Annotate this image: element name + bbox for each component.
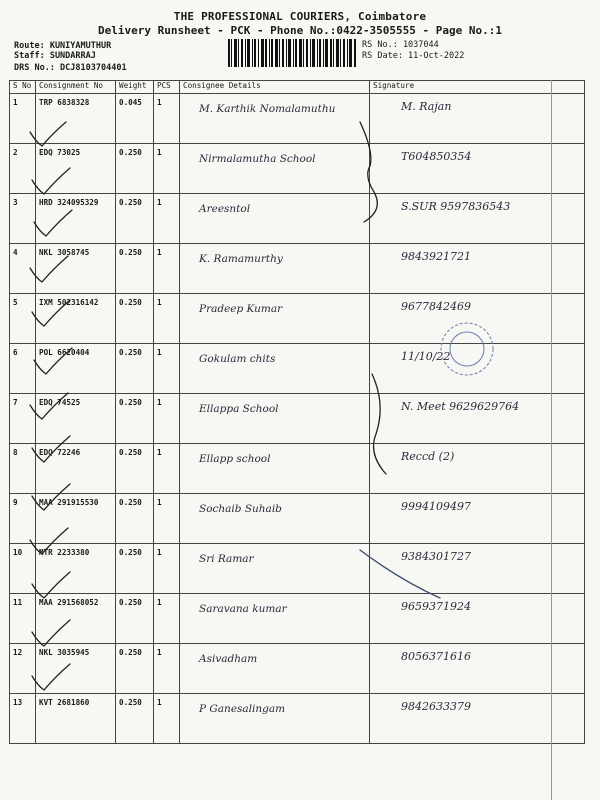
consignment-number: EDQ 72246 xyxy=(36,444,116,494)
consignment-number: IXM 502316142 xyxy=(36,294,116,344)
weight-value: 0.250 xyxy=(116,344,154,394)
sno-cell: 8 xyxy=(10,444,36,494)
sno-cell: 12 xyxy=(10,644,36,694)
table-row xyxy=(10,394,585,444)
sno-cell: 10 xyxy=(10,544,36,594)
consignee-name-cell xyxy=(180,94,370,144)
table-row xyxy=(10,594,585,644)
sno-cell: 2 xyxy=(10,144,36,194)
signature-entry: M. Rajan xyxy=(401,100,452,113)
consignment-number: EDQ 74525 xyxy=(36,394,116,444)
rs-date: RS Date: 11-Oct-2022 xyxy=(362,51,465,61)
consignee-name: Ellapp school xyxy=(199,453,271,465)
consignment-number: POL 6620404 xyxy=(36,344,116,394)
signature-entry-cell xyxy=(370,494,585,544)
consignee-name: Gokulam chits xyxy=(199,353,276,365)
consignee-name: K. Ramamurthy xyxy=(199,253,283,265)
table-row xyxy=(10,144,585,194)
weight-value: 0.045 xyxy=(116,94,154,144)
consignee-name: Sochaib Suhaib xyxy=(199,503,282,515)
signature-entry: 11/10/22 xyxy=(401,350,451,363)
table-row xyxy=(10,494,585,544)
pcs-value: 1 xyxy=(154,94,180,144)
sno-cell: 6 xyxy=(10,344,36,394)
consignee-name: Ellappa School xyxy=(199,403,279,415)
weight-value: 0.250 xyxy=(116,244,154,294)
signature-entry-cell xyxy=(370,594,585,644)
signature-entry-cell xyxy=(370,344,585,394)
signature-entry: Reccd (2) xyxy=(401,450,455,463)
staff-label: Staff: SUNDARRAJ xyxy=(14,51,96,61)
weight-value: 0.250 xyxy=(116,144,154,194)
signature-entry: 8056371616 xyxy=(401,650,471,663)
sno-cell: 9 xyxy=(10,494,36,544)
signature-entry-cell xyxy=(370,294,585,344)
pcs-value: 1 xyxy=(154,344,180,394)
consignee-name: Pradeep Kumar xyxy=(199,303,283,315)
consignee-name-cell xyxy=(180,344,370,394)
pcs-value: 1 xyxy=(154,394,180,444)
consignee-name-cell xyxy=(180,694,370,744)
table-row xyxy=(10,94,585,144)
pcs-value: 1 xyxy=(154,544,180,594)
weight-value: 0.250 xyxy=(116,694,154,744)
sno-cell: 4 xyxy=(10,244,36,294)
signature-entry-cell xyxy=(370,644,585,694)
signature-entry-cell xyxy=(370,444,585,494)
signature-entry: N. Meet 9629629764 xyxy=(401,400,520,413)
header-sno: S No xyxy=(10,81,36,94)
weight-value: 0.250 xyxy=(116,644,154,694)
sno-cell: 5 xyxy=(10,294,36,344)
pcs-value: 1 xyxy=(154,144,180,194)
table-row xyxy=(10,444,585,494)
weight-value: 0.250 xyxy=(116,294,154,344)
signature-entry: 9843921721 xyxy=(401,250,471,263)
table-row xyxy=(10,644,585,694)
signature-entry: 9677842469 xyxy=(401,300,471,313)
weight-value: 0.250 xyxy=(116,394,154,444)
pcs-value: 1 xyxy=(154,644,180,694)
consignment-number: NKL 3058745 xyxy=(36,244,116,294)
header-consignee: Consignee Details xyxy=(180,81,370,94)
signature-entry-cell xyxy=(370,144,585,194)
consignee-name: P Ganesalingam xyxy=(199,703,286,715)
consignment-number: EDQ 73025 xyxy=(36,144,116,194)
consignee-name-cell xyxy=(180,594,370,644)
company-title: THE PROFESSIONAL COURIERS, Coimbatore xyxy=(173,10,427,23)
signature-entry-cell xyxy=(370,244,585,294)
signature-entry: 9384301727 xyxy=(401,550,471,563)
consignee-name: Areesntol xyxy=(199,203,251,215)
table-row xyxy=(10,344,585,394)
consignment-number: TRP 6838328 xyxy=(36,94,116,144)
signature-entry: T604850354 xyxy=(401,150,472,163)
sno-cell: 13 xyxy=(10,694,36,744)
margin-line xyxy=(551,80,552,800)
table-row xyxy=(10,244,585,294)
sno-cell: 11 xyxy=(10,594,36,644)
pcs-value: 1 xyxy=(154,294,180,344)
consignee-name-cell xyxy=(180,394,370,444)
consignee-name-cell xyxy=(180,544,370,594)
consignment-number: MTR 2233380 xyxy=(36,544,116,594)
weight-value: 0.250 xyxy=(116,594,154,644)
signature-entry-cell xyxy=(370,94,585,144)
header-pcs: PCS xyxy=(154,81,180,94)
table-row xyxy=(10,194,585,244)
consignee-name: Sri Ramar xyxy=(199,553,254,565)
consignee-name-cell xyxy=(180,194,370,244)
consignment-number: MAA 291568052 xyxy=(36,594,116,644)
table-row xyxy=(10,544,585,594)
header-signature: Signature xyxy=(370,81,585,94)
weight-value: 0.250 xyxy=(116,444,154,494)
barcode-icon xyxy=(228,39,356,67)
drs-number: DRS No.: DCJ8103704401 xyxy=(14,63,127,73)
signature-entry: S.SUR 9597836543 xyxy=(401,200,511,213)
signature-entry: 9994109497 xyxy=(401,500,471,513)
signature-entry-cell xyxy=(370,544,585,594)
consignee-name-cell xyxy=(180,644,370,694)
sno-cell: 7 xyxy=(10,394,36,444)
pcs-value: 1 xyxy=(154,694,180,744)
route-label: Route: KUNIYAMUTHUR xyxy=(14,41,112,51)
pcs-value: 1 xyxy=(154,194,180,244)
consignee-name-cell xyxy=(180,144,370,194)
runsheet-title: Delivery Runsheet - PCK - Phone No.:0422-3505555 - Page No.:1 xyxy=(98,24,502,37)
consignee-name-cell xyxy=(180,444,370,494)
weight-value: 0.250 xyxy=(116,494,154,544)
sno-cell: 3 xyxy=(10,194,36,244)
consignee-name: Asivadham xyxy=(199,653,258,665)
header-weight: Weight xyxy=(116,81,154,94)
consignment-number: MAA 291915530 xyxy=(36,494,116,544)
signature-entry-cell xyxy=(370,394,585,444)
table-row xyxy=(10,294,585,344)
weight-value: 0.250 xyxy=(116,194,154,244)
consignee-name-cell xyxy=(180,294,370,344)
pcs-value: 1 xyxy=(154,244,180,294)
signature-entry-cell xyxy=(370,194,585,244)
consignee-name: M. Karthik Nomalamuthu xyxy=(199,103,336,115)
rs-number: RS No.: 1037044 xyxy=(362,40,439,50)
weight-value: 0.250 xyxy=(116,544,154,594)
pcs-value: 1 xyxy=(154,594,180,644)
consignee-name: Saravana kumar xyxy=(199,603,287,615)
header-consignment: Consignment No xyxy=(36,81,116,94)
consignee-name-cell xyxy=(180,494,370,544)
consignment-number: KVT 2681860 xyxy=(36,694,116,744)
runsheet-table xyxy=(9,80,585,744)
signature-entry: 9659371924 xyxy=(401,600,471,613)
consignee-name-cell xyxy=(180,244,370,294)
sno-cell: 1 xyxy=(10,94,36,144)
signature-entry: 9842633379 xyxy=(401,700,471,713)
table-header-row xyxy=(10,81,585,94)
pcs-value: 1 xyxy=(154,494,180,544)
signature-entry-cell xyxy=(370,694,585,744)
table-row xyxy=(10,694,585,744)
consignment-number: NKL 3035945 xyxy=(36,644,116,694)
consignee-name: Nirmalamutha School xyxy=(199,153,316,165)
pcs-value: 1 xyxy=(154,444,180,494)
consignment-number: HRD 324095329 xyxy=(36,194,116,244)
